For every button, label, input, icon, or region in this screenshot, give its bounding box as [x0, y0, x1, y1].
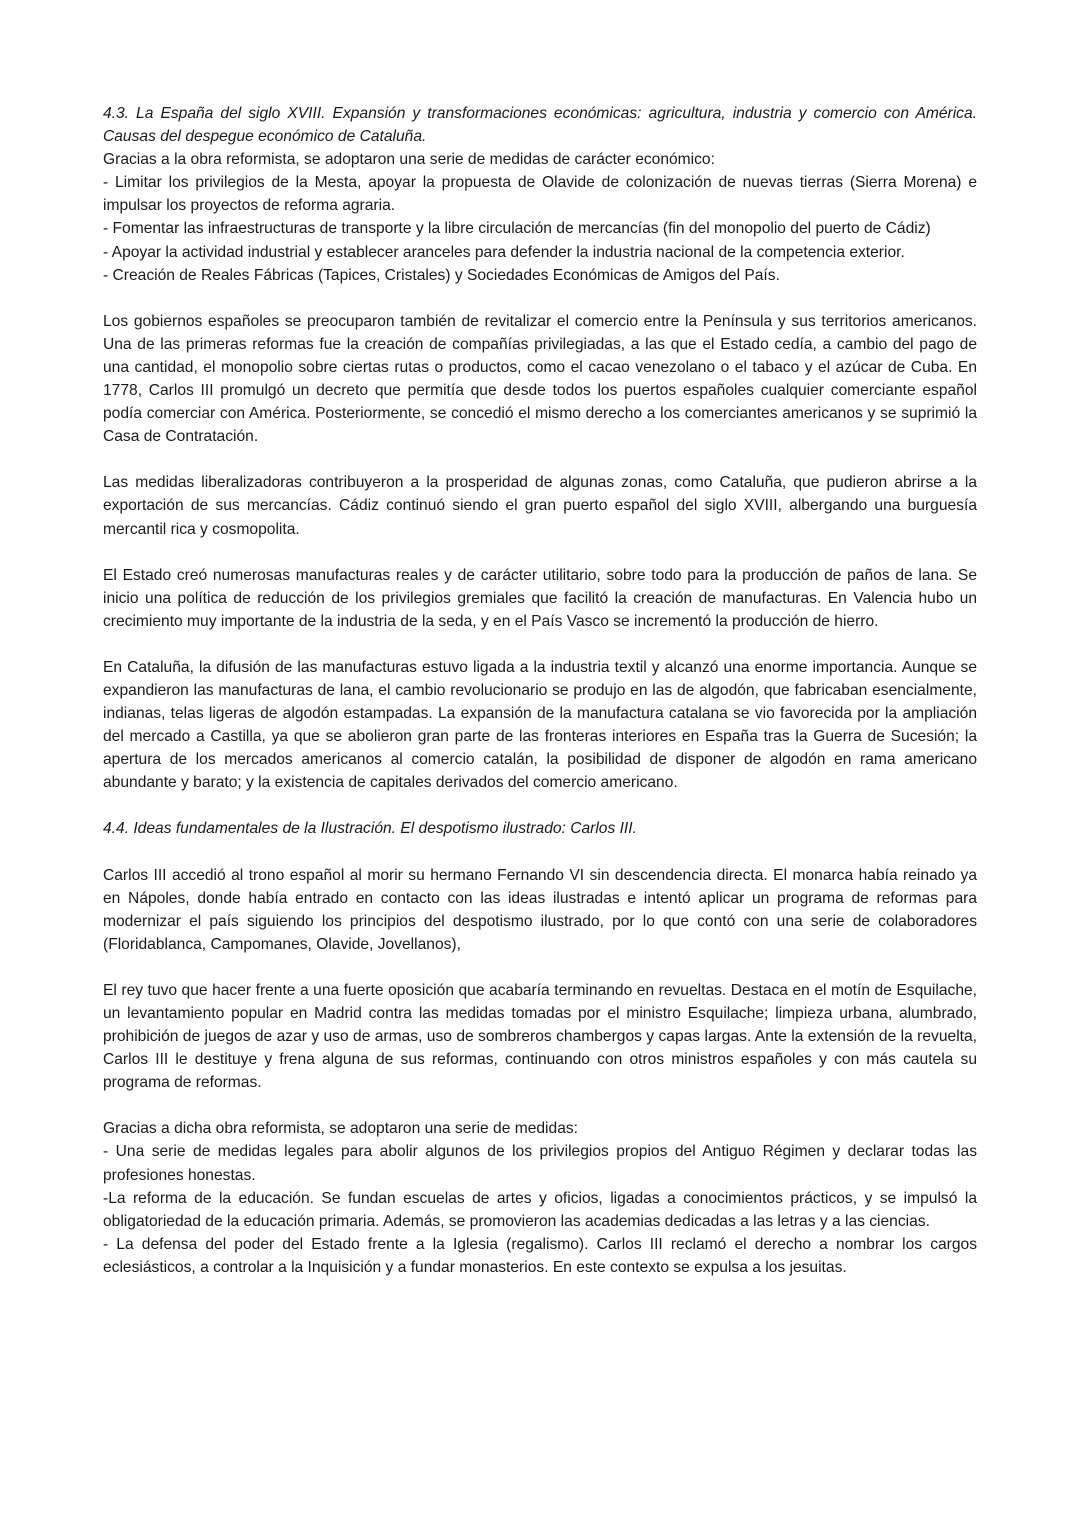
spacer: [103, 448, 977, 471]
spacer: [103, 841, 977, 864]
spacer: [103, 541, 977, 564]
body-paragraph: Carlos III accedió al trono español al morir su hermano Fernando VI sin descendencia directa. El monarca había reinado ya en Nápoles, donde había entrado en contacto con las ideas ilustradas e intentó aplicar un programa de reformas para modernizar el país siguiendo los principios del despotismo ilustrado, por lo que contó con una serie de colaboradores (Floridablanca, Campomanes, Olavide, Jovellanos),: [103, 866, 977, 953]
spacer: [103, 956, 977, 979]
measure-item: - Limitar los privilegios de la Mesta, apoyar la propuesta de Olavide de colonización de nuevas tierras (Sierra Morena) e impulsar los proyectos de reforma agraria.: [103, 174, 977, 215]
section-heading-4-4: 4.4. Ideas fundamentales de la Ilustración. El despotismo ilustrado: Carlos III.: [103, 820, 637, 838]
intro-text: Gracias a la obra reformista, se adoptaron una serie de medidas de carácter económico:: [103, 151, 715, 169]
body-paragraph: En Cataluña, la difusión de las manufacturas estuvo ligada a la industria textil y alcanzó una enorme importancia. Aunque se expandieron las manufacturas de lana, el cambio revolucionario se produjo en las de algodón, que fabricaban esencialmente, indianas, telas ligeras de algodón estampadas. La expansión de la manufactura catalana se vio favorecida por la ampliación del mercado a Castilla, ya que se abolieron gran parte de las fronteras interiores en España tras la Guerra de Sucesión; la apertura de los mercados americanos al comercio catalán, la posibilidad de disponer de algodón en rama americano abundante y barato; y la existencia de capitales derivados del comercio americano.: [103, 658, 977, 792]
body-paragraph: El rey tuvo que hacer frente a una fuerte oposición que acabaría terminando en revueltas. Destaca en el motín de Esquilache, un levantamiento popular en Madrid contra las medidas tomadas por el ministro Esquilache; limpieza urbana, alumbrado, prohibición de juegos de azar y uso de armas, uso de sombreros chambergos y capas largas. Ante la extensión de la revuelta, Carlos III le destituye y frena alguna de sus reformas, continuando con otros ministros españoles y con más cautela su programa de reformas.: [103, 981, 977, 1092]
spacer: [103, 633, 977, 656]
measure-item: - Fomentar las infraestructuras de transporte y la libre circulación de mercancías (fin del monopolio del puerto de Cádiz): [103, 220, 931, 238]
spacer: [103, 1094, 977, 1117]
measure-item: - Una serie de medidas legales para abolir algunos de los privilegios propios del Antiguo Régimen y declarar todas las profesiones honestas.: [103, 1143, 977, 1184]
body-paragraph: El Estado creó numerosas manufacturas reales y de carácter utilitario, sobre todo para la producción de paños de lana. Se inicio una política de reducción de los privilegios gremiales que facilitó la creación de manufacturas. En Valencia hubo un crecimiento muy importante de la industria de la seda, y en el País Vasco se incrementó la producción de hierro.: [103, 566, 977, 630]
spacer: [103, 287, 977, 310]
section-heading-4-3: 4.3. La España del siglo XVIII. Expansión y transformaciones económicas: agricultura, industria y comercio con América. Causas del despegue económico de Cataluña.: [103, 105, 977, 146]
document-page: [103, 102, 977, 1279]
body-paragraph: Las medidas liberalizadoras contribuyeron a la prosperidad de algunas zonas, como Cataluña, que pudieron abrirse a la exportación de sus mercancías. Cádiz continuó siendo el gran puerto español del siglo XVIII, albergando una burguesía mercantil rica y cosmopolita.: [103, 474, 977, 538]
intro-text: Gracias a dicha obra reformista, se adoptaron una serie de medidas:: [103, 1120, 579, 1138]
measure-item: - Apoyar la actividad industrial y establecer aranceles para defender la industria nacional de la competencia exterior.: [103, 243, 905, 261]
measure-item: - Creación de Reales Fábricas (Tapices, Cristales) y Sociedades Económicas de Amigos del País.: [103, 266, 780, 284]
measure-item: -La reforma de la educación. Se fundan escuelas de artes y oficios, ligadas a conocimientos prácticos, y se impulsó la obligatoriedad de la educación primaria. Además, se promovieron las academias dedicadas a las letras y a las ciencias.: [103, 1189, 977, 1230]
spacer: [103, 794, 977, 817]
measure-item: - La defensa del poder del Estado frente a la Iglesia (regalismo). Carlos III reclamó el derecho a nombrar los cargos eclesiásticos, a controlar a la Inquisición y a fundar monasterios. En este contexto se expulsa a los jesuitas.: [103, 1235, 977, 1276]
body-paragraph: Los gobiernos españoles se preocuparon también de revitalizar el comercio entre la Península y sus territorios americanos. Una de las primeras reformas fue la creación de compañías privilegiadas, a las que el Estado cedía, a cambio del pago de una cantidad, el monopolio sobre ciertas rutas o productos, como el cacao venezolano o el tabaco y el azúcar de Cuba. En 1778, Carlos III promulgó un decreto que permitía que desde todos los puertos españoles cualquier comerciante español podía comerciar con América. Posteriormente, se concedió el mismo derecho a los comerciantes americanos y se suprimió la Casa de Contratación.: [103, 312, 977, 446]
